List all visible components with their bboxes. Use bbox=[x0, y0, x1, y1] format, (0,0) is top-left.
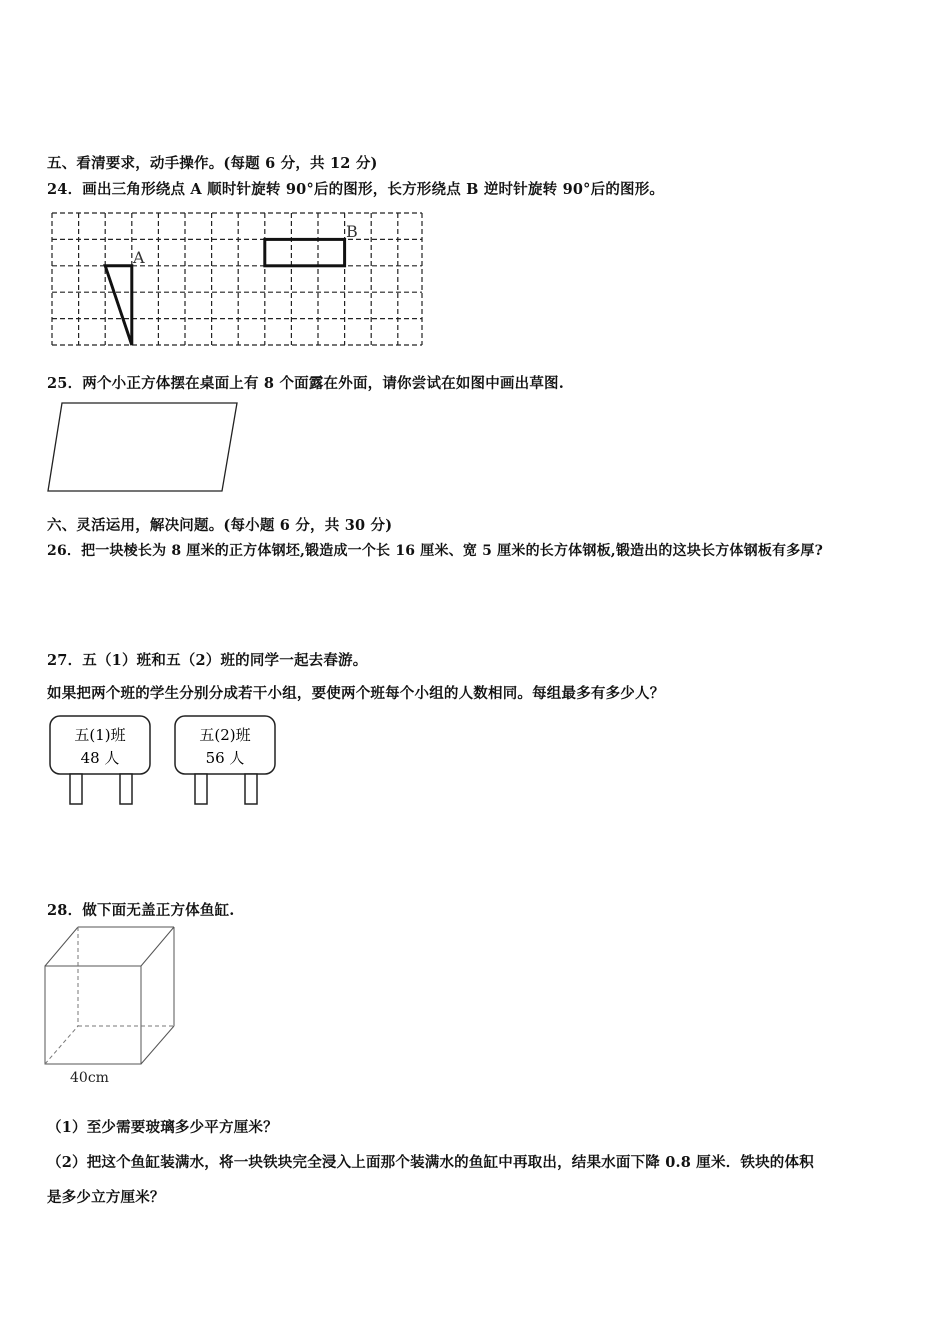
question-26-text: 26．把一块棱长为 8 厘米的正方体钢坯,锻造成一个长 16 厘米、宽 5 厘米的长方体钢板,锻造出的这块长方体钢板有多厚? bbox=[47, 543, 824, 559]
parallelogram-figure bbox=[46, 400, 241, 495]
triangle-shape bbox=[105, 266, 132, 345]
question-28-text: 28．做下面无盖正方体鱼缸. bbox=[47, 902, 235, 919]
class-1-count: 48 人 bbox=[80, 749, 120, 767]
fish-tank-cube-figure bbox=[40, 922, 185, 1090]
question-25-text: 25．两个小正方体摆在桌面上有 8 个面露在外面，请你尝试在如图中画出草图. bbox=[47, 375, 565, 392]
section-6-heading: 六、灵活运用，解决问题。(每小题 6 分，共 30 分) bbox=[47, 517, 393, 534]
class-1-sign bbox=[50, 716, 150, 804]
question-27-prompt: 如果把两个班的学生分别分成若干小组，要使两个班每个小组的人数相同。每组最多有多少人？ bbox=[47, 685, 665, 702]
cube-outline bbox=[45, 927, 174, 1064]
class-2-count: 56 人 bbox=[205, 749, 245, 767]
question-27-text: 27．五（1）班和五（2）班的同学一起去春游。 bbox=[47, 652, 368, 669]
class-signs-figure bbox=[46, 712, 286, 808]
edge-length-label: 40cm bbox=[70, 1070, 109, 1086]
question-28-part-2-cont: 是多少立方厘米？ bbox=[47, 1189, 165, 1206]
cube-hidden-edges bbox=[45, 927, 174, 1064]
rectangle-shape bbox=[265, 239, 345, 265]
section-5-heading: 五、看清要求，动手操作。(每题 6 分，共 12 分) bbox=[47, 155, 378, 172]
parallelogram-shape bbox=[48, 403, 237, 491]
question-24-text: 24．画出三角形绕点 A 顺时针旋转 90°后的图形，长方形绕点 B 逆时针旋转 90°后的图形。 bbox=[47, 181, 665, 198]
rotation-grid-figure bbox=[46, 208, 426, 350]
class-2-name: 五(2)班 bbox=[199, 726, 251, 744]
point-a-label: A bbox=[133, 248, 145, 267]
point-b-label: B bbox=[346, 222, 358, 241]
class-1-name: 五(1)班 bbox=[74, 726, 126, 744]
question-28-part-1: （1）至少需要玻璃多少平方厘米？ bbox=[47, 1119, 278, 1136]
question-28-part-2: （2）把这个鱼缸装满水，将一块铁块完全浸入上面那个装满水的鱼缸中再取出，结果水面下降 0.8 厘米．铁块的体积 bbox=[47, 1154, 814, 1171]
dashed-grid bbox=[52, 213, 422, 345]
class-2-sign bbox=[175, 716, 275, 804]
